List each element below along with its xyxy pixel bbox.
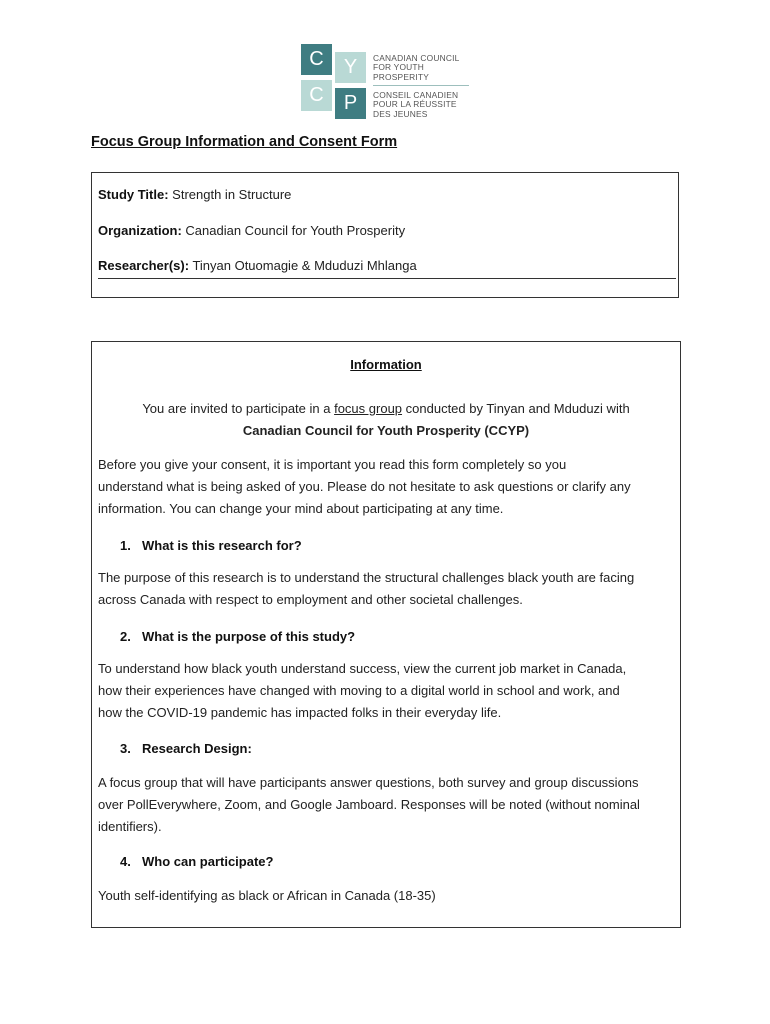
question-number: 1. <box>120 538 131 553</box>
logo-tile-c2: C <box>301 80 332 111</box>
question-4 <box>120 854 273 869</box>
question-3 <box>120 741 252 756</box>
answer-line: over PollEverywhere, Zoom, and Google Jamboard. Responses will be noted (without nominal <box>98 797 640 812</box>
answer-line: Youth self-identifying as black or African in Canada (18-35) <box>98 888 436 903</box>
study-title-label: Study Title: <box>98 187 169 202</box>
answer-line: To understand how black youth understand success, view the current job market in Canada, <box>98 661 627 676</box>
question-text: What is the purpose of this study? <box>142 629 356 644</box>
information-box <box>91 341 681 928</box>
logo-tile-p: P <box>335 88 366 119</box>
question-2 <box>120 629 355 644</box>
logo-divider <box>373 85 469 86</box>
consent-line: information. You can change your mind about participating at any time. <box>98 501 504 516</box>
study-title-value: Strength in Structure <box>172 187 292 202</box>
logo-org-name-en: CANADIAN COUNCIL FOR YOUTH PROSPERITY <box>373 53 460 82</box>
invite-text-post: conducted by Tinyan and Mduduzi with <box>402 401 630 416</box>
question-1 <box>120 538 302 553</box>
answer-line: A focus group that will have participants answer questions, both survey and group discussions <box>98 775 639 790</box>
cycp-logo <box>301 44 476 122</box>
question-number: 2. <box>120 629 131 644</box>
question-text: Research Design: <box>142 741 252 756</box>
question-text: What is this research for? <box>142 538 302 553</box>
answer-line: how the COVID-19 pandemic has impacted folks in their everyday life. <box>98 705 502 720</box>
answer-1 <box>98 567 674 611</box>
information-heading: Information <box>350 357 422 372</box>
invitation-paragraph <box>98 398 674 442</box>
consent-paragraph <box>98 454 674 520</box>
study-details-box <box>91 172 679 298</box>
answer-line: across Canada with respect to employment and other societal challenges. <box>98 592 523 607</box>
consent-line: Before you give your consent, it is important you read this form completely so you <box>98 457 567 472</box>
answer-4 <box>98 885 674 907</box>
answer-line: how their experiences have changed with moving to a digital world in school and work, and <box>98 683 620 698</box>
organization-value: Canadian Council for Youth Prosperity <box>185 223 406 238</box>
study-title-row <box>98 187 291 202</box>
study-box-divider <box>98 278 676 279</box>
logo-org-name-fr: CONSEIL CANADIEN POUR LA RÉUSSITE DES JEUNES <box>373 90 459 119</box>
question-number: 4. <box>120 854 131 869</box>
invite-org-name: Canadian Council for Youth Prosperity (CCYP) <box>242 423 530 438</box>
answer-3 <box>98 772 674 838</box>
question-number: 3. <box>120 741 131 756</box>
answer-2 <box>98 658 674 724</box>
focus-group-term: focus group <box>334 401 403 416</box>
answer-line: identifiers). <box>98 819 162 834</box>
consent-line: understand what is being asked of you. Please do not hesitate to ask questions or clarify any <box>98 479 631 494</box>
organization-label: Organization: <box>98 223 182 238</box>
researchers-value: Tinyan Otuomagie & Mduduzi Mhlanga <box>192 258 417 273</box>
invite-text-pre: You are invited to participate in a <box>142 401 335 416</box>
page-title: Focus Group Information and Consent Form <box>91 134 398 150</box>
logo-tile-y: Y <box>335 52 366 83</box>
researchers-row <box>98 258 417 273</box>
question-text: Who can participate? <box>142 854 274 869</box>
logo-tile-c1: C <box>301 44 332 75</box>
researchers-label: Researcher(s): <box>98 258 190 273</box>
organization-row <box>98 223 405 238</box>
answer-line: The purpose of this research is to understand the structural challenges black youth are facing <box>98 570 635 585</box>
